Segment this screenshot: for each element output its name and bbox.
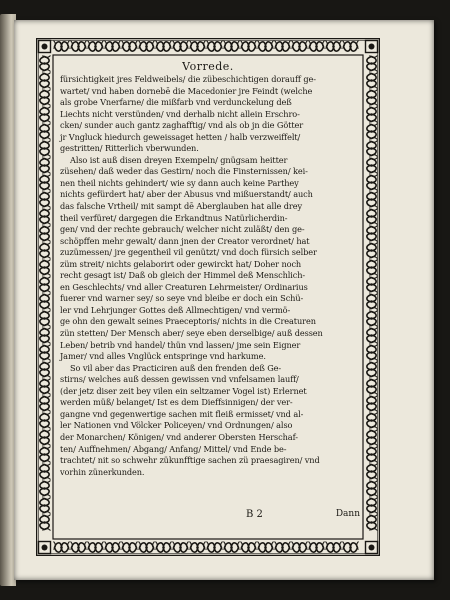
signature-mark: B 2: [246, 509, 263, 520]
running-header: Vorrede.: [182, 60, 234, 73]
catchword: Dann: [335, 509, 360, 519]
text-line: werden müß/ belanget/ Ist es dem Dieffsinnigen/ der ver-: [60, 397, 293, 408]
text-line: als grobe Vnerfarne/ die mißfarb vnd verdunckelung deß: [60, 97, 292, 108]
text-line: fuerer vnd warner sey/ so seye vnd bleibe er doch ein Schü-: [60, 293, 304, 304]
text-line: schöpffen mehr gewalt/ dann jnen der Creator verordnet/ hat: [60, 235, 310, 246]
text-line: jr Vngluck hiedurch geweissaget hetten / halb verzweiffelt/: [60, 131, 301, 142]
ornamental-border-frame: [36, 38, 380, 556]
text-line: cken/ sunder auch gantz zaghafftig/ vnd als ob jn die Götter: [60, 120, 304, 131]
text-line: vorhin zünerkunden.: [60, 466, 145, 477]
text-line: fürsichtigkeit jres Feldweibels/ die zübeschichtigen dorauff ge-: [60, 74, 316, 84]
text-line: stirns/ welches auß dessen gewissen vnd vnfelsamen lauff/: [60, 374, 299, 385]
text-line: gen/ vnd der rechte gebrauch/ welcher nicht zuläßt/ den ge-: [60, 224, 305, 235]
text-line: Leben/ betrib vnd handel/ thün vnd lassen/ jme sein Eigner: [60, 339, 301, 350]
body-text: [60, 74, 360, 478]
text-line: ge ohn den gewalt seines Praeceptoris/ nichts in die Creaturen: [60, 316, 316, 327]
text-line: zün stetten/ Der Mensch aber/ seye eben derselbige/ auß dessen: [60, 328, 323, 339]
text-line: ten/ Auffnehmen/ Abgang/ Anfang/ Mittel/ vnd Ende be-: [60, 443, 287, 454]
text-line: nen theil nichts gehindert/ wie sy dann auch keine Parthey: [60, 177, 299, 188]
text-line: das falsche Vrtheil/ mit sampt dē Aberglauben hat alle drey: [60, 201, 302, 212]
text-line: wartet/ vnd haben dornebē die Macedonier jre Feindt (welche: [60, 85, 313, 96]
text-line: ler vnd Lehrjunger Gottes deß Allmechtigen/ vnd vermö-: [60, 304, 291, 315]
text-line: (der jetz diser zeit bey vilen ein seltzamer Vogel ist) Erlernet: [60, 385, 307, 396]
text-line: en Geschlechts/ vnd aller Creaturen Lehrmeister/ Ordinarius: [60, 281, 308, 292]
text-line: recht gesagt ist/ Daß ob gleich der Himmel deß Menschlich-: [60, 270, 306, 281]
text-line: theil verfüret/ dargegen die Erkandtnus Natürlicherdin-: [60, 212, 288, 223]
text-line: gangne vnd gegenwertige sachen mit fleiß ermisset/ vnd al-: [60, 408, 304, 419]
text-line: Liechts nicht verstünden/ vnd derhalb nicht allein Erschro-: [60, 108, 300, 119]
text-line: nichts gefürdert hat/ aber der Abusus vnd mißuerstandt/ auch: [60, 189, 313, 200]
text-line: ler Nationen vnd Völcker Policeyen/ vnd Ordnungen/ also: [60, 420, 293, 431]
text-line: der Monarchen/ Königen/ vnd anderer Obersten Herschaf-: [60, 431, 298, 442]
text-line: gestritten/ Ritterlich vberwunden.: [60, 143, 199, 154]
text-line: züsehen/ daß weder das Gestirn/ noch die Finsternissen/ kei-: [60, 166, 308, 177]
text-line: Also ist auß disen dreyen Exempeln/ gnügsam heitter: [70, 154, 288, 165]
text-line: So vil aber das Practiciren auß den frenden deß Ge-: [70, 362, 282, 373]
book-page: [14, 20, 434, 580]
text-line: trachtet/ nit so schwehr zükunfftige sachen zü praesagiren/ vnd: [60, 455, 320, 466]
text-line: Jamer/ vnd alles Vnglück entspringe vnd harkume.: [60, 351, 266, 362]
text-line: zuzümessen/ jre gegentheil vil genützt/ vnd doch fürsich selber: [60, 247, 317, 258]
text-line: züm streit/ nichts gelaborirt oder gewirckt hat/ Doher noch: [60, 258, 302, 269]
page-footer: [60, 509, 360, 523]
